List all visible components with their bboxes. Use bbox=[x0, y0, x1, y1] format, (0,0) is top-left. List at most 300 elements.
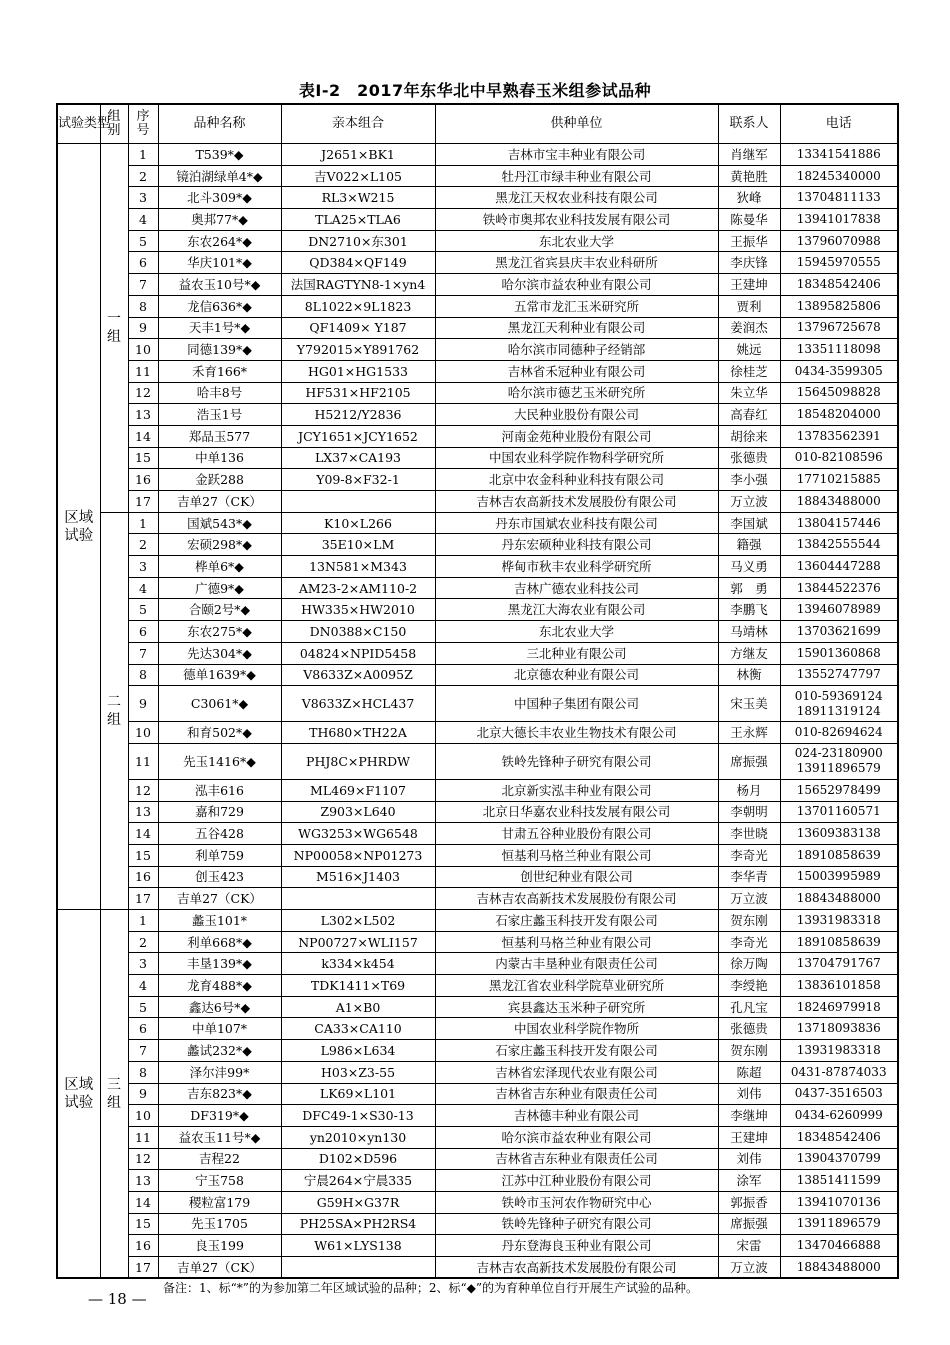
phone-cell bbox=[780, 910, 898, 932]
variety-cell: 国斌543*◆ bbox=[158, 512, 281, 534]
header-seq: 序号 bbox=[128, 104, 158, 144]
variety-cell: 中单136 bbox=[158, 447, 281, 469]
phone-cell bbox=[780, 230, 898, 252]
parents-cell: DN0388×C150 bbox=[281, 621, 435, 643]
contact-cell: 孔凡宝 bbox=[718, 996, 780, 1018]
phone-number: 17710215885 bbox=[796, 472, 881, 487]
parents-cell: LX37×CA193 bbox=[281, 447, 435, 469]
variety-cell: C3061*◆ bbox=[158, 686, 281, 722]
header-parents: 亲本组合 bbox=[281, 104, 435, 144]
group-label: 三组 bbox=[107, 1076, 121, 1111]
phone-cell bbox=[780, 801, 898, 823]
seq-cell: 7 bbox=[128, 642, 158, 664]
table-row bbox=[57, 1191, 898, 1213]
supplier-cell: 北京新实泓丰种业有限公司 bbox=[435, 779, 718, 801]
phone-cell bbox=[780, 577, 898, 599]
variety-cell: 良玉199 bbox=[158, 1235, 281, 1257]
phone-cell bbox=[780, 512, 898, 534]
variety-cell: 吉东823*◆ bbox=[158, 1083, 281, 1105]
variety-cell: 利单759 bbox=[158, 844, 281, 866]
phone-cell bbox=[780, 1083, 898, 1105]
parents-cell: 法国RAGTYN8-1×yn4 bbox=[281, 274, 435, 296]
header-supplier: 供种单位 bbox=[435, 104, 718, 144]
seq-cell: 1 bbox=[128, 512, 158, 534]
seq-cell: 10 bbox=[128, 722, 158, 744]
contact-cell: 马靖林 bbox=[718, 621, 780, 643]
phone-cell bbox=[780, 1257, 898, 1279]
parents-cell: LK69×L101 bbox=[281, 1083, 435, 1105]
contact-cell: 李小强 bbox=[718, 469, 780, 491]
table-row bbox=[57, 165, 898, 187]
parents-cell: L986×L634 bbox=[281, 1040, 435, 1062]
phone-number: 024-23180900 bbox=[794, 746, 883, 761]
supplier-cell: 吉林德丰种业有限公司 bbox=[435, 1105, 718, 1127]
phone-cell bbox=[780, 1040, 898, 1062]
parents-cell: WG3253×WG6548 bbox=[281, 823, 435, 845]
table-row bbox=[57, 295, 898, 317]
table-row bbox=[57, 382, 898, 404]
phone-number: 13704791767 bbox=[796, 956, 881, 971]
seq-cell: 14 bbox=[128, 425, 158, 447]
contact-cell: 徐桂芝 bbox=[718, 360, 780, 382]
variety-cell: 鑫达6号*◆ bbox=[158, 996, 281, 1018]
seq-cell: 1 bbox=[128, 910, 158, 932]
supplier-cell: 哈尔滨市同德种子经销部 bbox=[435, 339, 718, 361]
phone-cell bbox=[780, 722, 898, 744]
variety-cell: 先玉1705 bbox=[158, 1213, 281, 1235]
table-row bbox=[57, 577, 898, 599]
phone-number: 13931983318 bbox=[796, 1042, 881, 1057]
supplier-cell: 吉林省吉东种业有限责任公司 bbox=[435, 1148, 718, 1170]
supplier-cell: 恒基利马格兰种业有限公司 bbox=[435, 844, 718, 866]
table-row bbox=[57, 975, 898, 997]
variety-cell: 奥邦77*◆ bbox=[158, 209, 281, 231]
supplier-cell: 中国农业科学院作物科学研究所 bbox=[435, 447, 718, 469]
seq-cell: 2 bbox=[128, 534, 158, 556]
seq-cell: 5 bbox=[128, 599, 158, 621]
variety-cell: 稷粒富179 bbox=[158, 1191, 281, 1213]
parents-cell: Y09-8×F32-1 bbox=[281, 469, 435, 491]
seq-cell: 6 bbox=[128, 621, 158, 643]
supplier-cell: 吉林吉农高新技术发展股份有限公司 bbox=[435, 888, 718, 910]
phone-cell bbox=[780, 252, 898, 274]
seq-cell: 11 bbox=[128, 360, 158, 382]
phone-cell bbox=[780, 425, 898, 447]
table-row bbox=[57, 642, 898, 664]
phone-number: 0434-3599305 bbox=[794, 363, 883, 378]
parents-cell: 04824×NPID5458 bbox=[281, 642, 435, 664]
parents-cell: K10×L266 bbox=[281, 512, 435, 534]
header-variety: 品种名称 bbox=[158, 104, 281, 144]
table-row bbox=[57, 230, 898, 252]
phone-number: 13941017838 bbox=[796, 211, 881, 226]
seq-cell: 7 bbox=[128, 274, 158, 296]
phone-number: 18910858639 bbox=[796, 934, 881, 949]
variety-cell: 吉程22 bbox=[158, 1148, 281, 1170]
phone-number: 13701160571 bbox=[796, 804, 881, 819]
variety-cell: 德单1639*◆ bbox=[158, 664, 281, 686]
phone-number: 18548204000 bbox=[796, 407, 881, 422]
table-row bbox=[57, 1148, 898, 1170]
phone-cell bbox=[780, 621, 898, 643]
variety-cell: 桦单6*◆ bbox=[158, 556, 281, 578]
supplier-cell: 东北农业大学 bbox=[435, 230, 718, 252]
group-cell bbox=[100, 144, 128, 513]
phone-number: 13704811133 bbox=[796, 190, 881, 205]
phone-number: 13609383138 bbox=[796, 826, 881, 841]
group-label: 二组 bbox=[107, 693, 121, 728]
variety-cell: 丰垦139*◆ bbox=[158, 953, 281, 975]
parents-cell: HF531×HF2105 bbox=[281, 382, 435, 404]
contact-cell: 李华青 bbox=[718, 866, 780, 888]
phone-number: 18910858639 bbox=[796, 847, 881, 862]
phone-number: 13604447288 bbox=[796, 558, 881, 573]
phone-cell bbox=[780, 844, 898, 866]
supplier-cell: 丹东宏硕种业科技有限公司 bbox=[435, 534, 718, 556]
supplier-cell: 北京日华嘉农业科技发展有限公司 bbox=[435, 801, 718, 823]
header-group: 组别 bbox=[100, 104, 128, 144]
supplier-cell: 石家庄蠡玉科技开发有限公司 bbox=[435, 1040, 718, 1062]
variety-cell: 郑品玉577 bbox=[158, 425, 281, 447]
variety-cell: 蠡试232*◆ bbox=[158, 1040, 281, 1062]
header-row bbox=[57, 104, 898, 144]
phone-number: 15003995989 bbox=[796, 869, 881, 884]
table-row bbox=[57, 931, 898, 953]
contact-cell: 胡徐来 bbox=[718, 425, 780, 447]
contact-cell: 朱立华 bbox=[718, 382, 780, 404]
phone-cell bbox=[780, 295, 898, 317]
parents-cell: ML469×F1107 bbox=[281, 779, 435, 801]
parents-cell: 宁晨264×宁晨335 bbox=[281, 1170, 435, 1192]
contact-cell: 王建坤 bbox=[718, 1126, 780, 1148]
seq-cell: 1 bbox=[128, 144, 158, 166]
supplier-cell: 中国种子集团有限公司 bbox=[435, 686, 718, 722]
parents-cell: V8633Z×A0095Z bbox=[281, 664, 435, 686]
parents-cell: H03×Z3-55 bbox=[281, 1061, 435, 1083]
variety-cell: 吉单27（CK） bbox=[158, 491, 281, 513]
supplier-cell: 铁岭市玉河农作物研究中心 bbox=[435, 1191, 718, 1213]
contact-cell: 徐万陶 bbox=[718, 953, 780, 975]
contact-cell: 宋玉美 bbox=[718, 686, 780, 722]
phone-cell bbox=[780, 144, 898, 166]
seq-cell: 9 bbox=[128, 317, 158, 339]
phone-cell bbox=[780, 469, 898, 491]
phone-cell bbox=[780, 534, 898, 556]
seq-cell: 13 bbox=[128, 801, 158, 823]
phone-number: 15901360868 bbox=[796, 645, 881, 660]
phone-number: 13718093836 bbox=[796, 1021, 881, 1036]
seq-cell: 7 bbox=[128, 1040, 158, 1062]
parents-cell: NP00727×WLI157 bbox=[281, 931, 435, 953]
supplier-cell: 五常市龙汇玉米研究所 bbox=[435, 295, 718, 317]
phone-cell bbox=[780, 599, 898, 621]
table-row bbox=[57, 621, 898, 643]
contact-cell: 李鹏飞 bbox=[718, 599, 780, 621]
supplier-cell: 哈尔滨市益农种业有限公司 bbox=[435, 1126, 718, 1148]
phone-cell bbox=[780, 996, 898, 1018]
parents-cell: HW335×HW2010 bbox=[281, 599, 435, 621]
table-row bbox=[57, 1126, 898, 1148]
parents-cell: L302×L502 bbox=[281, 910, 435, 932]
table-row bbox=[57, 534, 898, 556]
header-type: 试验类型 bbox=[57, 104, 100, 144]
phone-number: 13783562391 bbox=[796, 428, 881, 443]
parents-cell: CA33×CA110 bbox=[281, 1018, 435, 1040]
page-number: — 18 — bbox=[88, 1290, 147, 1308]
supplier-cell: 北京大德长丰农业生物技术有限公司 bbox=[435, 722, 718, 744]
contact-cell: 杨月 bbox=[718, 779, 780, 801]
parents-cell: yn2010×yn130 bbox=[281, 1126, 435, 1148]
parents-cell: RL3×W215 bbox=[281, 187, 435, 209]
phone-cell bbox=[780, 447, 898, 469]
table-row bbox=[57, 664, 898, 686]
contact-cell: 张德贵 bbox=[718, 1018, 780, 1040]
seq-cell: 3 bbox=[128, 953, 158, 975]
supplier-cell: 桦甸市秋丰农业科学研究所 bbox=[435, 556, 718, 578]
table-row bbox=[57, 953, 898, 975]
contact-cell: 王建坤 bbox=[718, 274, 780, 296]
phone-number: 18246979918 bbox=[796, 999, 881, 1014]
phone-cell bbox=[780, 642, 898, 664]
parents-cell: TDK1411×T69 bbox=[281, 975, 435, 997]
parents-cell: 13N581×M343 bbox=[281, 556, 435, 578]
variety-cell: 泽尔沣99* bbox=[158, 1061, 281, 1083]
variety-cell: 嘉和729 bbox=[158, 801, 281, 823]
supplier-cell: 哈尔滨市益农种业有限公司 bbox=[435, 274, 718, 296]
parents-cell: TH680×TH22A bbox=[281, 722, 435, 744]
supplier-cell: 吉林省禾冠种业有限公司 bbox=[435, 360, 718, 382]
supplier-cell: 创世纪种业有限公司 bbox=[435, 866, 718, 888]
table-row bbox=[57, 491, 898, 513]
seq-cell: 8 bbox=[128, 295, 158, 317]
seq-cell: 3 bbox=[128, 187, 158, 209]
supplier-cell: 甘肃五谷种业股份有限公司 bbox=[435, 823, 718, 845]
contact-cell: 贺东刚 bbox=[718, 910, 780, 932]
phone-number: 18843488000 bbox=[796, 1259, 881, 1274]
parents-cell: 吉V022×L105 bbox=[281, 165, 435, 187]
seq-cell: 6 bbox=[128, 1018, 158, 1040]
variety-cell: 利单668*◆ bbox=[158, 931, 281, 953]
seq-cell: 4 bbox=[128, 975, 158, 997]
variety-cell: 宁玉758 bbox=[158, 1170, 281, 1192]
seq-cell: 15 bbox=[128, 1213, 158, 1235]
contact-cell: 马义勇 bbox=[718, 556, 780, 578]
contact-cell: 涂军 bbox=[718, 1170, 780, 1192]
phone-number: 13931983318 bbox=[796, 912, 881, 927]
parents-cell: D102×D596 bbox=[281, 1148, 435, 1170]
supplier-cell: 哈尔滨市德艺玉米研究所 bbox=[435, 382, 718, 404]
phone-number: 0437-3516503 bbox=[794, 1086, 883, 1101]
variety-cell: 东农275*◆ bbox=[158, 621, 281, 643]
table-body bbox=[57, 144, 898, 1279]
phone-number: 13844522376 bbox=[796, 580, 881, 595]
supplier-cell: 铁岭先锋种子研究有限公司 bbox=[435, 1213, 718, 1235]
contact-cell: 张德贵 bbox=[718, 447, 780, 469]
variety-cell: T539*◆ bbox=[158, 144, 281, 166]
phone-number: 13351118098 bbox=[796, 342, 881, 357]
seq-cell: 10 bbox=[128, 339, 158, 361]
supplier-cell: 恒基利马格兰种业有限公司 bbox=[435, 931, 718, 953]
phone-cell bbox=[780, 931, 898, 953]
group-cell bbox=[100, 910, 128, 1279]
supplier-cell: 北京中农金科种业科技有限公司 bbox=[435, 469, 718, 491]
table-row bbox=[57, 801, 898, 823]
phone-cell bbox=[780, 1235, 898, 1257]
table-row bbox=[57, 556, 898, 578]
phone-number: 010-82108596 bbox=[794, 450, 883, 465]
seq-cell: 16 bbox=[128, 469, 158, 491]
table-row bbox=[57, 1213, 898, 1235]
phone-cell bbox=[780, 823, 898, 845]
trial-type-cell bbox=[57, 144, 100, 910]
supplier-cell: 吉林吉农高新技术发展股份有限公司 bbox=[435, 491, 718, 513]
supplier-cell: 吉林吉农高新技术发展股份有限公司 bbox=[435, 1257, 718, 1279]
supplier-cell: 丹东登海良玉种业有限公司 bbox=[435, 1235, 718, 1257]
table-row bbox=[57, 779, 898, 801]
contact-cell: 林衡 bbox=[718, 664, 780, 686]
parents-cell: AM23-2×AM110-2 bbox=[281, 577, 435, 599]
phone-number: 13851411599 bbox=[796, 1173, 881, 1188]
trial-type-cell bbox=[57, 910, 100, 1279]
variety-cell: 天丰1号*◆ bbox=[158, 317, 281, 339]
footnote: 备注：1、标“*”的为参加第二年区域试验的品种；2、标“◆”的为育种单位自行开展生产试验的品种。 bbox=[163, 1281, 699, 1295]
parents-cell: J2651×BK1 bbox=[281, 144, 435, 166]
contact-cell: 陈曼华 bbox=[718, 209, 780, 231]
contact-cell: 刘伟 bbox=[718, 1083, 780, 1105]
table-row bbox=[57, 1105, 898, 1127]
seq-cell: 2 bbox=[128, 931, 158, 953]
seq-cell: 12 bbox=[128, 382, 158, 404]
table-row bbox=[57, 187, 898, 209]
phone-number: 13842555544 bbox=[796, 537, 881, 552]
phone-cell bbox=[780, 1213, 898, 1235]
phone-number: 0434-6260999 bbox=[794, 1108, 883, 1123]
supplier-cell: 黑龙江天权农业科技有限公司 bbox=[435, 187, 718, 209]
supplier-cell: 黑龙江省农业科学院草业研究所 bbox=[435, 975, 718, 997]
variety-cell: 镜泊湖绿单4*◆ bbox=[158, 165, 281, 187]
variety-cell: 益农玉11号*◆ bbox=[158, 1126, 281, 1148]
supplier-cell: 内蒙古丰垦种业有限责任公司 bbox=[435, 953, 718, 975]
variety-table bbox=[56, 103, 899, 1279]
variety-cell: 合颐2号*◆ bbox=[158, 599, 281, 621]
supplier-cell: 河南金苑种业股份有限公司 bbox=[435, 425, 718, 447]
variety-cell: 东农264*◆ bbox=[158, 230, 281, 252]
phone-number: 010-59369124 bbox=[794, 688, 883, 703]
variety-cell: 吉单27（CK） bbox=[158, 1257, 281, 1279]
seq-cell: 17 bbox=[128, 1257, 158, 1279]
parents-cell bbox=[281, 491, 435, 513]
seq-cell: 4 bbox=[128, 209, 158, 231]
phone-number: 15645098828 bbox=[796, 385, 881, 400]
phone-number: 13703621699 bbox=[796, 623, 881, 638]
phone-number: 13804157446 bbox=[796, 515, 881, 530]
phone-number: 13796070988 bbox=[796, 233, 881, 248]
phone-cell bbox=[780, 1126, 898, 1148]
phone-number-2: 18911319124 bbox=[796, 703, 881, 718]
phone-number: 13552747797 bbox=[796, 667, 881, 682]
parents-cell: QF1409× Y187 bbox=[281, 317, 435, 339]
phone-cell bbox=[780, 866, 898, 888]
seq-cell: 12 bbox=[128, 1148, 158, 1170]
variety-cell: 华庆101*◆ bbox=[158, 252, 281, 274]
table-row bbox=[57, 599, 898, 621]
contact-cell: 李继坤 bbox=[718, 1105, 780, 1127]
contact-cell: 李绶艳 bbox=[718, 975, 780, 997]
variety-cell: DF319*◆ bbox=[158, 1105, 281, 1127]
contact-cell: 陈超 bbox=[718, 1061, 780, 1083]
phone-number: 0431-87874033 bbox=[790, 1064, 887, 1079]
table-row bbox=[57, 252, 898, 274]
phone-cell bbox=[780, 274, 898, 296]
seq-cell: 16 bbox=[128, 866, 158, 888]
supplier-cell: 铁岭先锋种子研究有限公司 bbox=[435, 743, 718, 779]
contact-cell: 李奇光 bbox=[718, 844, 780, 866]
contact-cell: 李朝明 bbox=[718, 801, 780, 823]
supplier-cell: 吉林省宏泽现代农业有限公司 bbox=[435, 1061, 718, 1083]
variety-cell: 先玉1416*◆ bbox=[158, 743, 281, 779]
supplier-cell: 吉林市宝丰种业有限公司 bbox=[435, 144, 718, 166]
table-row bbox=[57, 1235, 898, 1257]
parents-cell: QD384×QF149 bbox=[281, 252, 435, 274]
supplier-cell: 东北农业大学 bbox=[435, 621, 718, 643]
supplier-cell: 江苏中江种业股份有限公司 bbox=[435, 1170, 718, 1192]
phone-number: 18843488000 bbox=[796, 493, 881, 508]
table-row bbox=[57, 209, 898, 231]
contact-cell: 狄峰 bbox=[718, 187, 780, 209]
table-row bbox=[57, 339, 898, 361]
variety-cell: 吉单27（CK） bbox=[158, 888, 281, 910]
contact-cell: 贺东刚 bbox=[718, 1040, 780, 1062]
supplier-cell: 牡丹江市绿丰种业有限公司 bbox=[435, 165, 718, 187]
phone-number: 13904370799 bbox=[796, 1151, 881, 1166]
parents-cell: JCY1651×JCY1652 bbox=[281, 425, 435, 447]
variety-cell: 和育502*◆ bbox=[158, 722, 281, 744]
table-row bbox=[57, 1170, 898, 1192]
variety-cell: 金跃288 bbox=[158, 469, 281, 491]
contact-cell: 贾利 bbox=[718, 295, 780, 317]
table-row bbox=[57, 866, 898, 888]
contact-cell: 黄艳胜 bbox=[718, 165, 780, 187]
parents-cell: PHJ8C×PHRDW bbox=[281, 743, 435, 779]
contact-cell: 万立波 bbox=[718, 491, 780, 513]
contact-cell: 宋雷 bbox=[718, 1235, 780, 1257]
phone-number: 13895825806 bbox=[796, 298, 881, 313]
table-row bbox=[57, 317, 898, 339]
seq-cell: 17 bbox=[128, 491, 158, 513]
table-row bbox=[57, 425, 898, 447]
seq-cell: 12 bbox=[128, 779, 158, 801]
table-row bbox=[57, 274, 898, 296]
seq-cell: 13 bbox=[128, 404, 158, 426]
supplier-cell: 三北种业有限公司 bbox=[435, 642, 718, 664]
contact-cell: 刘伟 bbox=[718, 1148, 780, 1170]
supplier-cell: 吉林广德农业科技公司 bbox=[435, 577, 718, 599]
parents-cell: k334×k454 bbox=[281, 953, 435, 975]
seq-cell: 8 bbox=[128, 664, 158, 686]
group-cell bbox=[100, 512, 128, 909]
seq-cell: 17 bbox=[128, 888, 158, 910]
table-row bbox=[57, 823, 898, 845]
table-row bbox=[57, 512, 898, 534]
parents-cell: M516×J1403 bbox=[281, 866, 435, 888]
phone-cell bbox=[780, 491, 898, 513]
phone-cell bbox=[780, 888, 898, 910]
parents-cell bbox=[281, 888, 435, 910]
phone-cell bbox=[780, 404, 898, 426]
variety-cell: 中单107* bbox=[158, 1018, 281, 1040]
parents-cell: A1×B0 bbox=[281, 996, 435, 1018]
parents-cell: V8633Z×HCL437 bbox=[281, 686, 435, 722]
